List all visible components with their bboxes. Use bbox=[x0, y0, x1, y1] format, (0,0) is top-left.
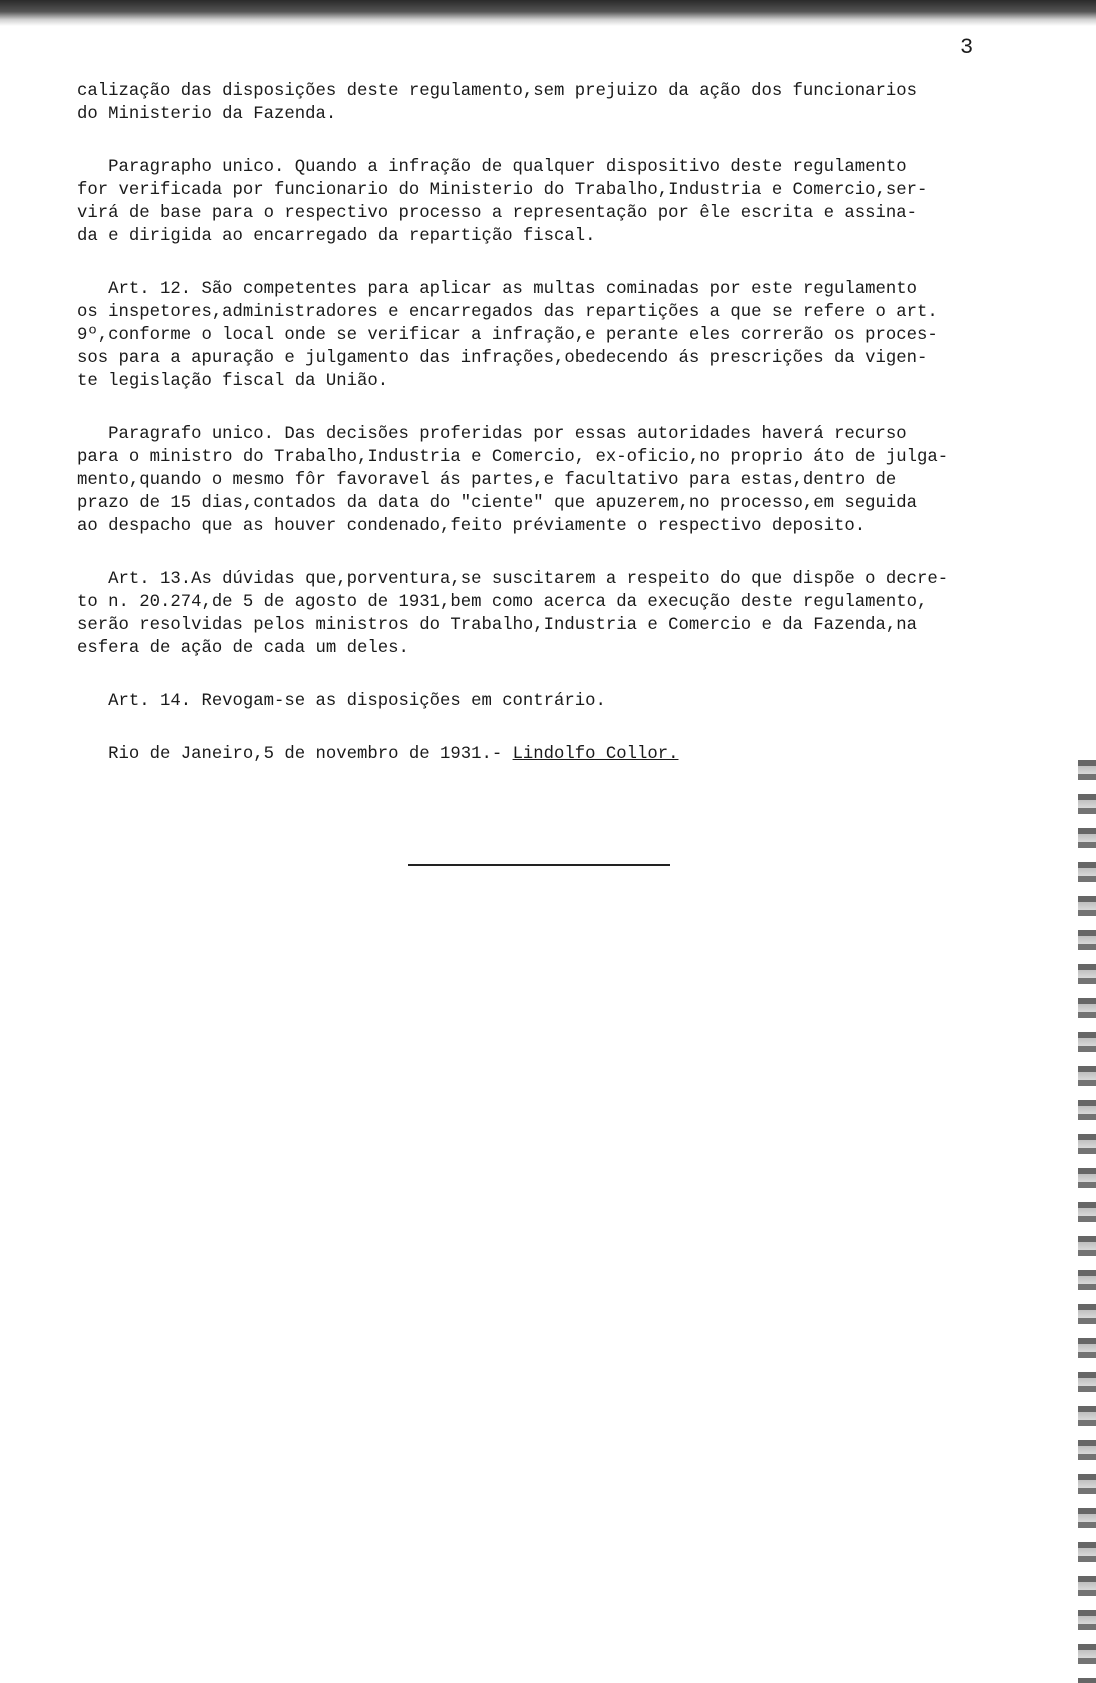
text-line: sos para a apuração e julgamento das infrações,obedecendo ás prescrições da vigen- bbox=[77, 349, 928, 368]
text-line: te legislação fiscal da União. bbox=[77, 372, 389, 391]
text-line: for verificada por funcionario do Ministerio do Trabalho,Industria e Comercio,ser- bbox=[77, 181, 928, 200]
place-date: Rio de Janeiro,5 de novembro de 1931.- bbox=[77, 745, 513, 764]
text-line: ao despacho que as houver condenado,feito préviamente o respectivo deposito. bbox=[77, 517, 866, 536]
text-line: Art. 14. Revogam-se as disposições em contrário. bbox=[77, 692, 606, 711]
closing-text bbox=[77, 743, 1057, 766]
paragraph-unique-2 bbox=[77, 423, 1057, 538]
text-line: mento,quando o mesmo fôr favoravel ás partes,e facultativo para estas,dentro de bbox=[77, 471, 897, 490]
text-line: Paragrafo unico. Das decisões proferidas por essas autoridades haverá recurso bbox=[77, 425, 907, 444]
signature-name: Lindolfo Collor. bbox=[512, 745, 679, 764]
article-12 bbox=[77, 278, 1057, 393]
text-line: 9º,conforme o local onde se verificar a infração,e perante eles correrão os proces- bbox=[77, 326, 938, 345]
paragraph-unique-1 bbox=[77, 156, 1057, 248]
text-line: da e dirigida ao encarregado da repartição fiscal. bbox=[77, 227, 596, 246]
article-14 bbox=[77, 690, 1057, 713]
text-line: Paragrapho unico. Quando a infração de qualquer dispositivo deste regulamento bbox=[77, 158, 907, 177]
scan-edge-right bbox=[1078, 760, 1096, 1683]
text-line: Art. 12. São competentes para aplicar as multas cominadas por este regulamento bbox=[77, 280, 918, 299]
scan-edge-top bbox=[0, 0, 1096, 26]
text-line: do Ministerio da Fazenda. bbox=[77, 105, 337, 124]
text-line: to n. 20.274,de 5 de agosto de 1931,bem como acerca da execução deste regulamento, bbox=[77, 593, 928, 612]
closing-line bbox=[77, 743, 1057, 766]
closing-rule bbox=[408, 864, 670, 866]
document-body bbox=[77, 80, 1057, 766]
page-number: 3 bbox=[960, 35, 974, 60]
text-line: serão resolvidas pelos ministros do Trabalho,Industria e Comercio e da Fazenda,na bbox=[77, 616, 918, 635]
paragraph-continuation bbox=[77, 80, 1057, 126]
text-line: para o ministro do Trabalho,Industria e Comercio, ex-oficio,no proprio áto de julga- bbox=[77, 448, 949, 467]
text-line: virá de base para o respectivo processo a representação por êle escrita e assina- bbox=[77, 204, 918, 223]
text-line: esfera de ação de cada um deles. bbox=[77, 639, 409, 658]
text-line: calização das disposições deste regulamento,sem prejuizo da ação dos funcionarios bbox=[77, 82, 918, 101]
article-13 bbox=[77, 568, 1057, 660]
text-line: os inspetores,administradores e encarregados das repartições a que se refere o art. bbox=[77, 303, 938, 322]
text-line: Art. 13.As dúvidas que,porventura,se suscitarem a respeito do que dispõe o decre- bbox=[77, 570, 949, 589]
text-line: prazo de 15 dias,contados da data do "ciente" que apuzerem,no processo,em seguida bbox=[77, 494, 918, 513]
